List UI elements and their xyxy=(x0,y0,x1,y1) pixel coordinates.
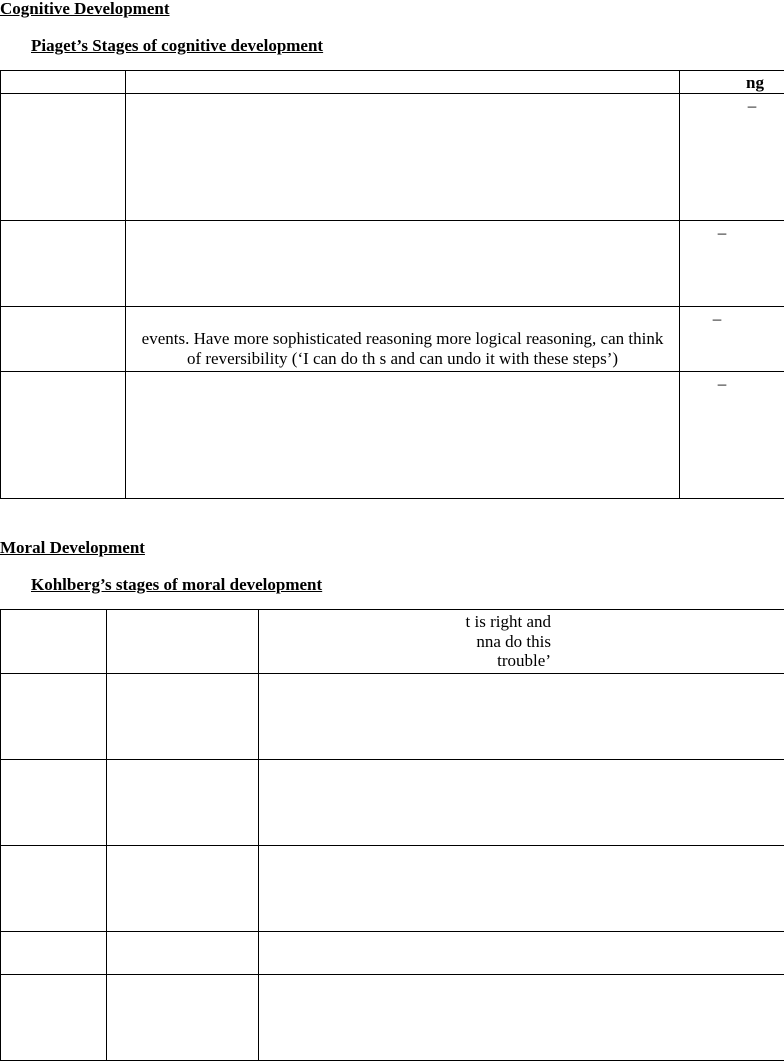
piaget-age-cell xyxy=(680,221,784,307)
piaget-description-cell xyxy=(126,307,680,372)
piaget-age-cell xyxy=(680,372,784,499)
kohlberg-fragment-line: nna do this xyxy=(259,632,784,652)
kohlberg-level-cell xyxy=(1,846,107,932)
kohlberg-stage-cell xyxy=(107,610,259,674)
kohlberg-level-cell xyxy=(1,610,107,674)
piaget-stage-cell xyxy=(1,372,126,499)
piaget-stage-cell xyxy=(1,94,126,221)
piaget-row-dash: – xyxy=(680,94,784,116)
piaget-description-cell xyxy=(126,221,680,307)
kohlberg-description-cell xyxy=(259,674,784,760)
piaget-description-cell xyxy=(126,372,680,499)
kohlberg-description-cell xyxy=(259,975,784,1061)
piaget-header-cell xyxy=(126,71,680,94)
piaget-header-col3: ng xyxy=(680,71,784,93)
piaget-stage-cell xyxy=(1,221,126,307)
kohlberg-level-cell xyxy=(1,674,107,760)
piaget-row xyxy=(1,221,784,307)
kohlberg-row xyxy=(1,975,784,1061)
kohlberg-stage-cell xyxy=(107,932,259,975)
kohlberg-level-cell xyxy=(1,932,107,975)
kohlberg-fragment-line: trouble’ xyxy=(259,651,784,671)
piaget-concrete-description: events. Have more sophisticated reasoning more logical reasoning, can think of reversibility (‘I can do th s and can undo it with these steps’) xyxy=(126,307,679,368)
kohlberg-subheading: Kohlberg’s stages of moral development xyxy=(31,576,322,593)
kohlberg-level-cell xyxy=(1,975,107,1061)
piaget-description-cell xyxy=(126,94,680,221)
kohlberg-row xyxy=(1,610,784,674)
kohlberg-stage-cell xyxy=(107,760,259,846)
piaget-table xyxy=(0,70,784,499)
kohlberg-stage-cell xyxy=(107,846,259,932)
piaget-row xyxy=(1,372,784,499)
piaget-age-cell xyxy=(680,94,784,221)
kohlberg-description-cell xyxy=(259,610,784,674)
kohlberg-description-cell xyxy=(259,932,784,975)
kohlberg-row xyxy=(1,674,784,760)
cognitive-heading: Cognitive Development xyxy=(0,0,170,17)
kohlberg-table xyxy=(0,609,784,1061)
kohlberg-row xyxy=(1,846,784,932)
piaget-header-cell xyxy=(680,71,784,94)
kohlberg-description-cell xyxy=(259,760,784,846)
kohlberg-row xyxy=(1,932,784,975)
piaget-row xyxy=(1,94,784,221)
kohlberg-level-cell xyxy=(1,760,107,846)
piaget-row-dash: – xyxy=(680,307,784,329)
piaget-subheading: Piaget’s Stages of cognitive development xyxy=(31,37,323,54)
kohlberg-fragment-line: t is right and xyxy=(259,610,784,632)
piaget-row xyxy=(1,307,784,372)
piaget-header-cell xyxy=(1,71,126,94)
piaget-header-row xyxy=(1,71,784,94)
piaget-row-dash: – xyxy=(680,372,784,394)
piaget-stage-cell xyxy=(1,307,126,372)
piaget-age-cell xyxy=(680,307,784,372)
kohlberg-stage-cell xyxy=(107,674,259,760)
moral-heading: Moral Development xyxy=(0,539,145,556)
kohlberg-row xyxy=(1,760,784,846)
kohlberg-stage-cell xyxy=(107,975,259,1061)
piaget-row-dash: – xyxy=(680,221,784,243)
kohlberg-description-cell xyxy=(259,846,784,932)
